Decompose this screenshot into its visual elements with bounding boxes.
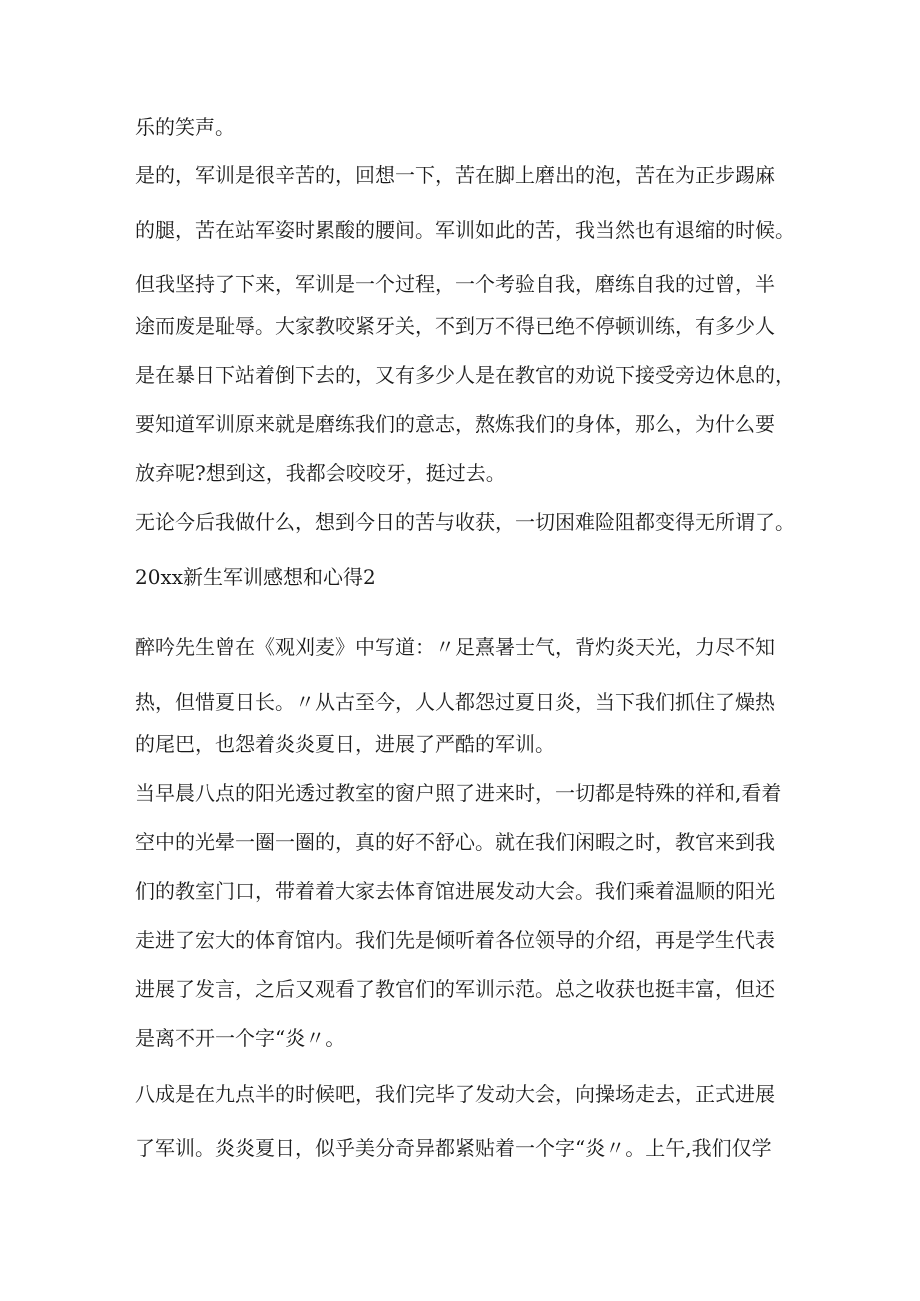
text-line: 进展了发言，之后又观看了教官们的军训示范。总之收获也挺丰富，但还 (135, 977, 775, 1001)
text-line: 乐的笑声。 (135, 115, 235, 139)
text-line: 走进了宏大的体育馆内。我们先是倾听着各位领导的介绍，再是学生代表 (135, 928, 775, 952)
text-line: 当早晨八点的阳光透过教室的窗户照了进来时，一切都是特殊的祥和,看着 (135, 781, 782, 805)
text-line: 热，但惜夏日长。〃从古至今，人人都怨过夏日炎，当下我们抓住了燥热 (135, 690, 775, 714)
text-line: 是离不开一个字“炎〃。 (135, 1026, 346, 1050)
text-line: 八成是在九点半的时候吧，我们完毕了发动大会，向操场走去，正式进展 (135, 1082, 775, 1106)
text-line: 醉吟先生曾在《观刈麦》中写道：〃足熹暑士气，背灼炎天光，力尽不知 (135, 635, 775, 659)
text-line: 的尾巴，也怨着炎炎夏日，进展了严酷的军训。 (135, 732, 555, 756)
text-line: 们的教室门口，带着着大家去体育馆进展发动大会。我们乘着温顺的阳光 (135, 879, 775, 903)
text-line: 放弃呢?想到这，我都会咬咬牙，挺过去。 (135, 461, 506, 485)
text-line: 是的，军训是很辛苦的，回想一下，苦在脚上磨出的泡，苦在为正步踢麻 (135, 163, 775, 187)
section-heading: 20xx新生军训感想和心得2 (135, 565, 376, 589)
text-line: 要知道军训原来就是磨练我们的意志，熬炼我们的身体，那么，为什么要 (135, 412, 775, 436)
text-line: 是在暴日下站着倒下去的，又有多少人是在教官的劝说下接受旁边休息的， (135, 363, 795, 387)
text-line: 途而废是耻辱。大家教咬紧牙关，不到万不得已绝不停顿训练，有多少人 (135, 314, 775, 338)
text-line: 空中的光晕一圈一圈的，真的好不舒心。就在我们闲暇之时，教官来到我 (135, 830, 775, 854)
text-line: 的腿，苦在站军姿时累酸的腰间。军训如此的苦，我当然也有退缩的时候。 (135, 218, 795, 242)
text-line: 但我坚持了下来，军训是一个过程，一个考验自我，磨练自我的过曾，半 (135, 272, 775, 296)
text-line: 了军训。炎炎夏日，似乎美分奇异都紧贴着一个字“炎〃。上午,我们仅学 (135, 1136, 772, 1160)
text-line: 无论今后我做什么，想到今日的苦与收获，一切困难险阻都变得无所谓了。 (135, 510, 795, 534)
